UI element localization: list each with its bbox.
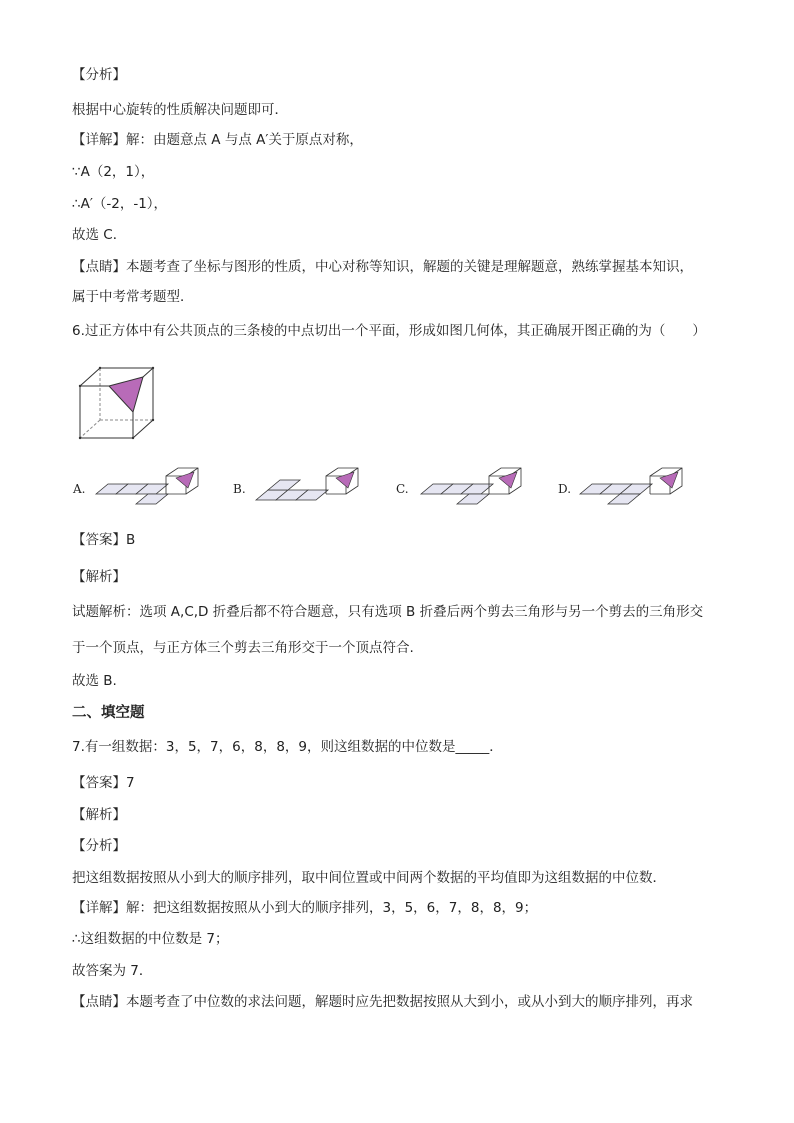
jiexi-label: 【解析】 xyxy=(72,807,126,823)
explanation-line: 试题解析：选项 A,C,D 折叠后都不符合题意，只有选项 B 折叠后两个剪去三角形与另一个剪去的三角形交 xyxy=(72,604,704,620)
analysis-label: 【分析】 xyxy=(72,67,126,83)
choice-conclusion: 故选 C． xyxy=(72,227,127,243)
option-b-label: B. xyxy=(233,482,246,496)
answer-line: 【答案】B xyxy=(72,532,136,548)
comment-line: 【点睛】本题考查了中位数的求法问题，解题时应先把数据按照从大到小，或从小到大的顺序排列，再求 xyxy=(72,994,693,1010)
comment-line: 【点睛】本题考查了坐标与图形的性质，中心对称等知识，解题的关键是理解题意，熟练掌握基本知识， xyxy=(72,259,693,275)
step-line: ∵A（2，1）， xyxy=(72,164,155,180)
section-heading: 二、填空题 xyxy=(72,705,145,721)
jiexi-label: 【解析】 xyxy=(72,569,126,585)
analysis-text: 把这组数据按照从小到大的顺序排列，取中间位置或中间两个数据的平均值即为这组数据的中位数． xyxy=(72,870,666,886)
option-a-label: A. xyxy=(73,482,86,496)
detail-text: 【详解】解：把这组数据按照从小到大的顺序排列，3，5，6，7，8，8，9； xyxy=(72,900,538,916)
cube-figure xyxy=(76,365,158,443)
option-b-net-figure xyxy=(254,466,360,506)
option-d-label: D. xyxy=(558,482,572,496)
question-6-text: 6.过正方体中有公共顶点的三条棱的中点切出一个平面，形成如图几何体，其正确展开图正确的为（ ） xyxy=(72,323,706,339)
choice-conclusion: 故答案为 7． xyxy=(72,963,153,979)
answer-line: 【答案】7 xyxy=(72,775,135,791)
option-a-net-figure xyxy=(94,466,200,506)
option-c-label: C. xyxy=(396,482,409,496)
step-line: ∴A′（-2，-1）， xyxy=(72,196,168,212)
analysis-label: 【分析】 xyxy=(72,838,126,854)
comment-line: 属于中考常考题型． xyxy=(72,289,194,305)
step-line: ∴这组数据的中位数是 7； xyxy=(72,931,229,947)
explanation-line: 于一个顶点，与正方体三个剪去三角形交于一个顶点符合. xyxy=(72,640,414,656)
detail-text: 【详解】解：由题意点 A 与点 A′关于原点对称， xyxy=(72,132,363,148)
option-c-net-figure xyxy=(417,466,523,506)
option-d-net-figure xyxy=(578,466,684,506)
analysis-text: 根据中心旋转的性质解决问题即可． xyxy=(72,102,288,118)
choice-conclusion: 故选 B. xyxy=(72,673,117,689)
question-7-text: 7.有一组数据：3，5，7，6，8，8，9，则这组数据的中位数是_____． xyxy=(72,739,503,755)
